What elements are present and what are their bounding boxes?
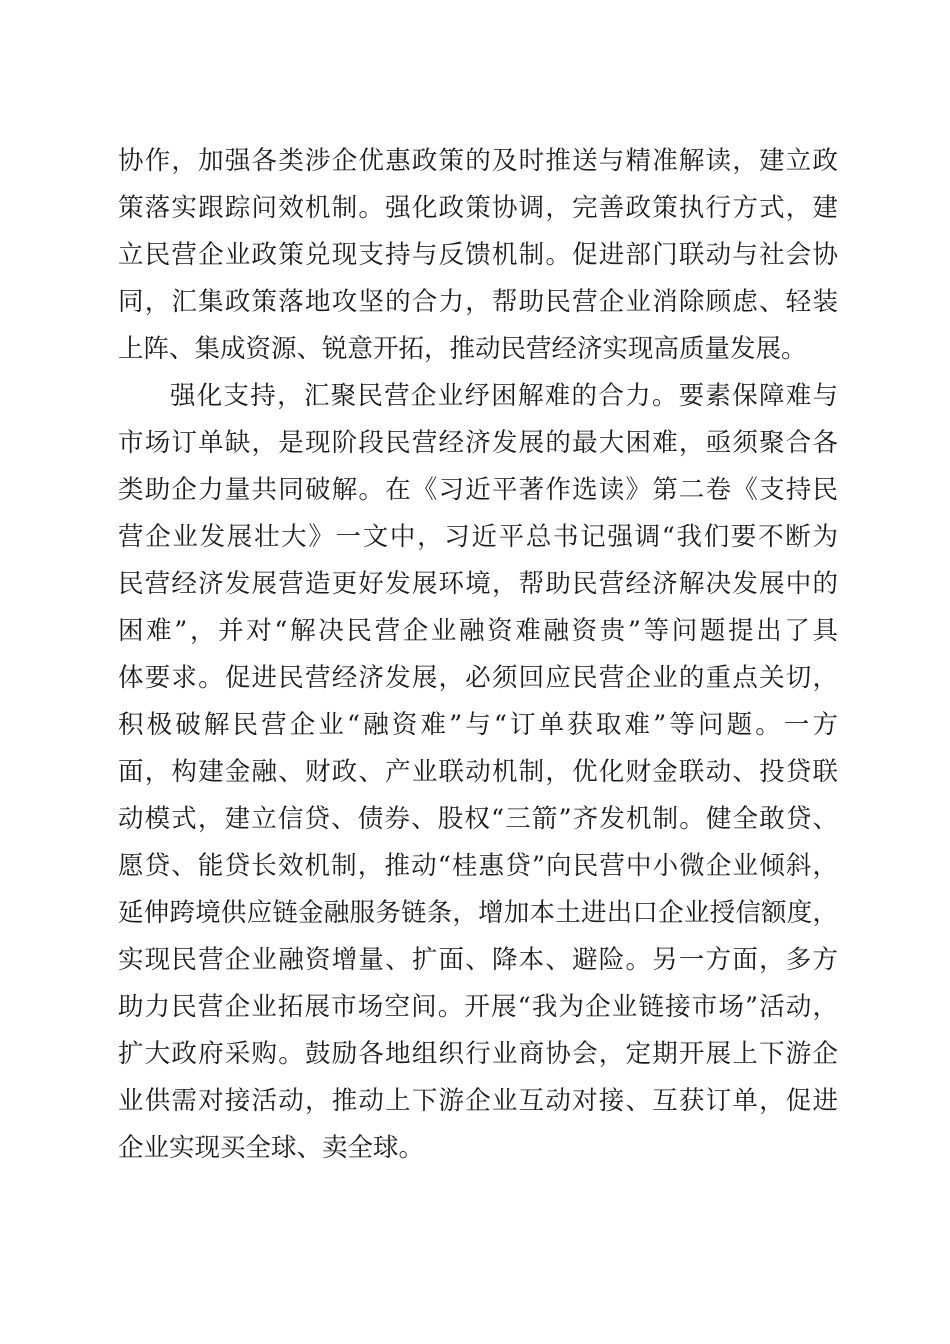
text-line: 扩大政府采购。鼓励各地组织行业商协会，定期开展上下游企 (118, 1039, 838, 1069)
text-line: 企业实现买全球、卖全球。 (118, 1133, 425, 1163)
text-line: 体要求。促进民营经济发展，必须回应民营企业的重点关切， (118, 663, 838, 693)
text-line: 实现民营企业融资增量、扩面、降本、避险。另一方面，多方 (118, 945, 838, 975)
text-line: 愿贷、能贷长效机制，推动“桂惠贷”向民营中小微企业倾斜， (118, 851, 838, 881)
paragraph-heading-line: 强化支持，汇聚民营企业纾困解难的合力。要素保障难与 (170, 381, 838, 411)
text-line: 上阵、集成资源、锐意开拓，推动民营经济实现高质量发展。 (118, 334, 807, 364)
text-line: 协作，加强各类涉企优惠政策的及时推送与精准解读，建立政 (118, 146, 838, 176)
text-line: 民营经济发展营造更好发展环境，帮助民营经济解决发展中的 (118, 569, 838, 599)
text-line: 策落实跟踪问效机制。强化政策协调，完善政策执行方式，建 (118, 193, 838, 223)
text-line: 助力民营企业拓展市场空间。开展“我为企业链接市场”活动， (118, 992, 838, 1022)
text-line: 动模式，建立信贷、债券、股权“三箭”齐发机制。健全敢贷、 (118, 804, 838, 834)
text-line: 营企业发展壮大》一文中，习近平总书记强调“我们要不断为 (118, 522, 838, 552)
text-line: 面，构建金融、财政、产业联动机制，优化财金联动、投贷联 (118, 757, 838, 787)
text-line: 立民营企业政策兑现支持与反馈机制。促进部门联动与社会协 (118, 240, 838, 270)
text-line: 延伸跨境供应链金融服务链条，增加本土进出口企业授信额度， (118, 898, 838, 928)
text-line: 积极破解民营企业“融资难”与“订单获取难”等问题。一方 (118, 710, 838, 740)
text-line: 市场订单缺，是现阶段民营经济发展的最大困难，亟须聚合各 (118, 428, 838, 458)
text-line: 类助企力量共同破解。在《习近平著作选读》第二卷《支持民 (118, 475, 838, 505)
text-line: 同，汇集政策落地攻坚的合力，帮助民营企业消除顾虑、轻装 (118, 287, 838, 317)
text-line: 业供需对接活动，推动上下游企业互动对接、互获订单，促进 (118, 1086, 838, 1116)
text-line: 困难”，并对“解决民营企业融资难融资贵”等问题提出了具 (118, 616, 838, 646)
